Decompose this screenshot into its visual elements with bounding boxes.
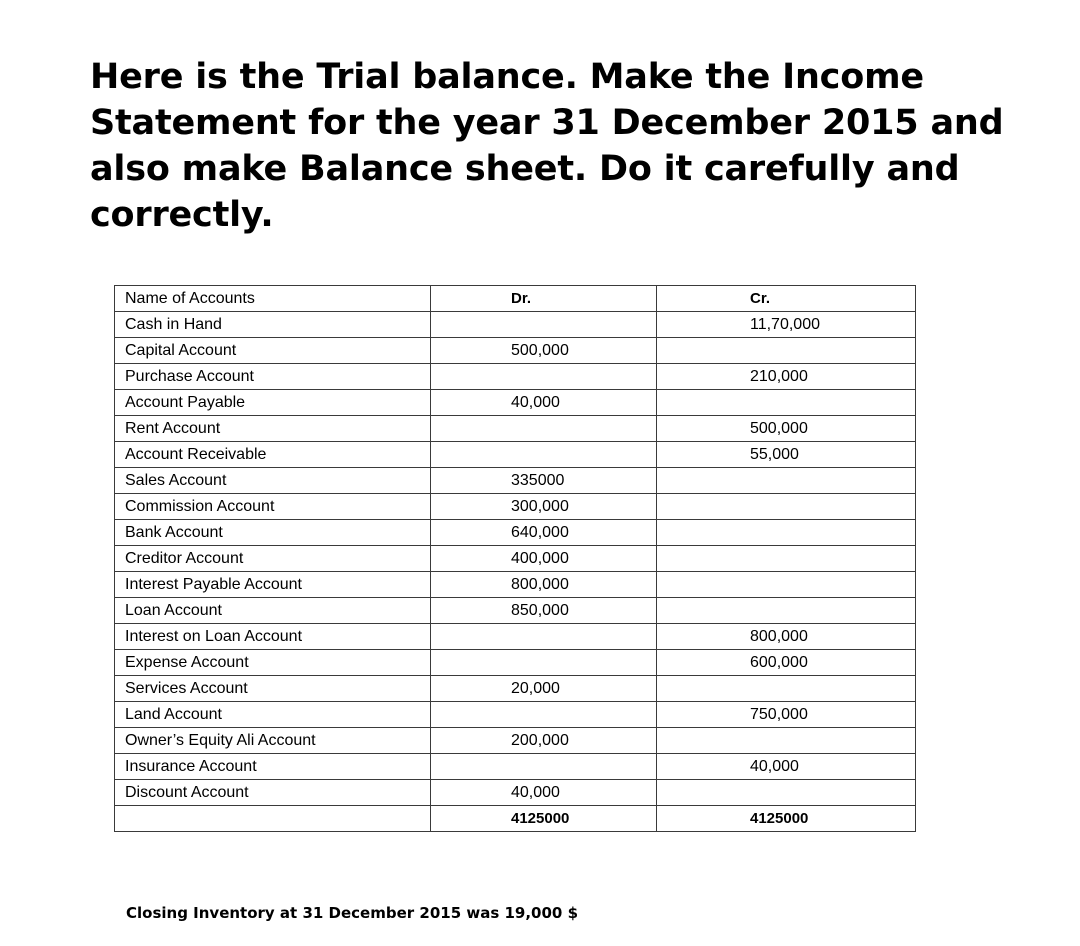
closing-inventory-note: Closing Inventory at 31 December 2015 was 19,000 $ xyxy=(126,904,579,922)
debit-amount: 40,000 xyxy=(431,390,657,416)
debit-amount xyxy=(431,754,657,780)
account-name: Capital Account xyxy=(115,338,431,364)
header-debit: Dr. xyxy=(431,286,657,312)
table-row xyxy=(115,728,916,754)
credit-amount xyxy=(657,338,916,364)
debit-amount xyxy=(431,312,657,338)
debit-amount: 300,000 xyxy=(431,494,657,520)
table-row xyxy=(115,650,916,676)
table-row xyxy=(115,780,916,806)
account-name: Discount Account xyxy=(115,780,431,806)
table-row xyxy=(115,598,916,624)
table-row xyxy=(115,494,916,520)
table-header-row xyxy=(115,286,916,312)
credit-amount xyxy=(657,676,916,702)
table-row xyxy=(115,390,916,416)
totals-row xyxy=(115,806,916,832)
debit-amount: 20,000 xyxy=(431,676,657,702)
credit-amount xyxy=(657,390,916,416)
debit-amount: 335000 xyxy=(431,468,657,494)
credit-amount: 210,000 xyxy=(657,364,916,390)
account-name: Insurance Account xyxy=(115,754,431,780)
credit-amount: 600,000 xyxy=(657,650,916,676)
credit-amount: 55,000 xyxy=(657,442,916,468)
table-row xyxy=(115,338,916,364)
table-row xyxy=(115,546,916,572)
table-row xyxy=(115,572,916,598)
account-name: Loan Account xyxy=(115,598,431,624)
credit-amount xyxy=(657,780,916,806)
account-name: Owner’s Equity Ali Account xyxy=(115,728,431,754)
debit-amount xyxy=(431,650,657,676)
credit-amount: 500,000 xyxy=(657,416,916,442)
credit-amount xyxy=(657,572,916,598)
debit-amount: 640,000 xyxy=(431,520,657,546)
table-row xyxy=(115,468,916,494)
debit-amount: 400,000 xyxy=(431,546,657,572)
account-name: Interest on Loan Account xyxy=(115,624,431,650)
table-body xyxy=(115,312,916,832)
debit-amount: 40,000 xyxy=(431,780,657,806)
debit-amount: 200,000 xyxy=(431,728,657,754)
header-name-of-accounts: Name of Accounts xyxy=(115,286,431,312)
credit-amount xyxy=(657,546,916,572)
table-row xyxy=(115,624,916,650)
credit-amount: 11,70,000 xyxy=(657,312,916,338)
debit-total: 4125000 xyxy=(431,806,657,832)
account-name: Expense Account xyxy=(115,650,431,676)
table-row xyxy=(115,416,916,442)
account-name: Bank Account xyxy=(115,520,431,546)
account-name: Interest Payable Account xyxy=(115,572,431,598)
account-name: Creditor Account xyxy=(115,546,431,572)
credit-amount: 40,000 xyxy=(657,754,916,780)
credit-amount: 800,000 xyxy=(657,624,916,650)
account-name: Rent Account xyxy=(115,416,431,442)
account-name: Account Receivable xyxy=(115,442,431,468)
account-name: Services Account xyxy=(115,676,431,702)
debit-amount xyxy=(431,364,657,390)
credit-total: 4125000 xyxy=(657,806,916,832)
credit-amount xyxy=(657,494,916,520)
table-row xyxy=(115,312,916,338)
account-name: Account Payable xyxy=(115,390,431,416)
table-row xyxy=(115,364,916,390)
account-name: Sales Account xyxy=(115,468,431,494)
table-row xyxy=(115,754,916,780)
debit-amount xyxy=(431,442,657,468)
debit-amount xyxy=(431,624,657,650)
credit-amount xyxy=(657,468,916,494)
credit-amount xyxy=(657,598,916,624)
account-name: Cash in Hand xyxy=(115,312,431,338)
debit-amount: 850,000 xyxy=(431,598,657,624)
table-row xyxy=(115,520,916,546)
totals-label xyxy=(115,806,431,832)
account-name: Purchase Account xyxy=(115,364,431,390)
debit-amount xyxy=(431,702,657,728)
table-row xyxy=(115,442,916,468)
credit-amount xyxy=(657,520,916,546)
debit-amount xyxy=(431,416,657,442)
account-name: Commission Account xyxy=(115,494,431,520)
trial-balance-table xyxy=(114,285,916,832)
question-text: Here is the Trial balance. Make the Income Statement for the year 31 December 2015 and also make Balance sheet. Do it carefully and correctly. xyxy=(90,57,1004,235)
header-credit: Cr. xyxy=(657,286,916,312)
credit-amount: 750,000 xyxy=(657,702,916,728)
debit-amount: 800,000 xyxy=(431,572,657,598)
table-row xyxy=(115,676,916,702)
table-row xyxy=(115,702,916,728)
account-name: Land Account xyxy=(115,702,431,728)
credit-amount xyxy=(657,728,916,754)
debit-amount: 500,000 xyxy=(431,338,657,364)
